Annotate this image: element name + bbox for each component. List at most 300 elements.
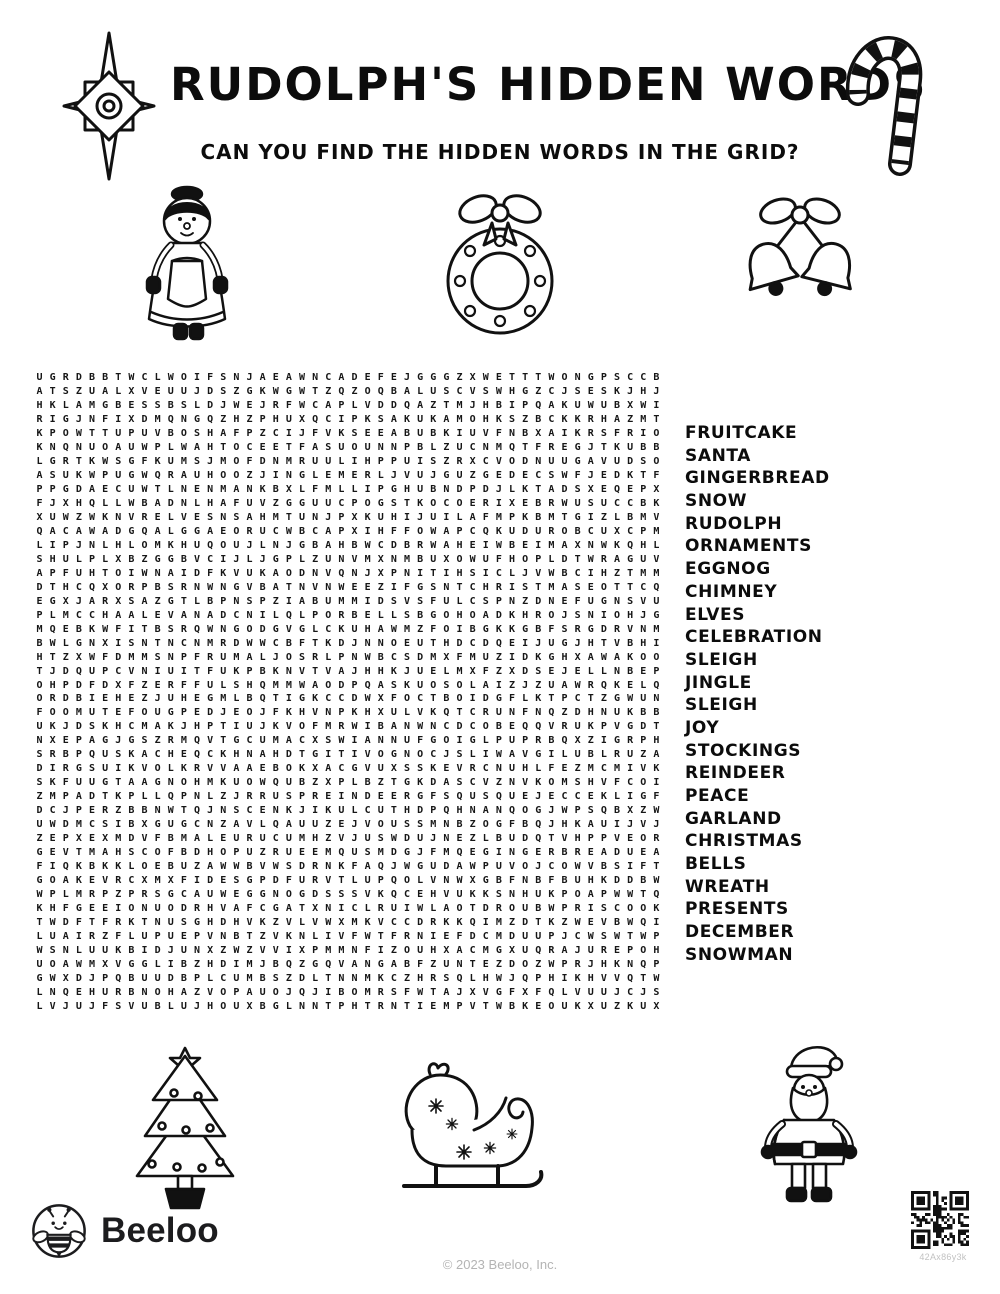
grid-letter: C <box>207 553 214 565</box>
grid-letter: J <box>89 972 96 984</box>
grid-letter: Q <box>548 986 555 998</box>
grid-letter: W <box>36 888 43 900</box>
grid-letter: L <box>36 986 43 998</box>
grid-letter: R <box>404 791 411 803</box>
grid-letter: E <box>417 888 424 900</box>
grid-letter: K <box>49 721 56 733</box>
grid-letter: S <box>574 777 581 789</box>
grid-letter: S <box>600 902 607 914</box>
grid-letter: Z <box>522 595 529 607</box>
grid-letter: A <box>207 860 214 872</box>
grid-letter: U <box>312 819 319 831</box>
grid-letter: C <box>272 428 279 440</box>
grid-letter: I <box>285 944 292 956</box>
grid-letter: H <box>456 609 463 621</box>
grid-letter: O <box>233 442 240 454</box>
grid-letter: H <box>207 902 214 914</box>
grid-letter: R <box>535 735 542 747</box>
grid-letter: V <box>587 860 594 872</box>
grid-letter: G <box>574 456 581 468</box>
grid-letter: I <box>417 567 424 579</box>
grid-letter: J <box>89 1000 96 1012</box>
grid-letter: N <box>535 456 542 468</box>
grid-letter: O <box>653 651 660 663</box>
grid-letter: I <box>495 498 502 510</box>
grid-letter: M <box>653 623 660 635</box>
grid-letter: W <box>167 805 174 817</box>
grid-letter: L <box>102 498 109 510</box>
grid-letter: D <box>456 721 463 733</box>
grid-letter: S <box>325 442 332 454</box>
grid-letter: K <box>102 721 109 733</box>
grid-letter: U <box>509 735 516 747</box>
grid-letter: Q <box>495 791 502 803</box>
grid-letter: K <box>285 805 292 817</box>
grid-letter: U <box>561 1000 568 1012</box>
grid-letter: P <box>102 470 109 482</box>
grid-letter: U <box>167 930 174 942</box>
grid-letter: I <box>49 414 56 426</box>
grid-letter: D <box>272 874 279 886</box>
grid-letter: P <box>390 456 397 468</box>
grid-letter: A <box>364 860 371 872</box>
grid-letter: T <box>285 581 292 593</box>
grid-letter: Q <box>338 846 345 858</box>
grid-letter: E <box>364 581 371 593</box>
grid-letter: X <box>207 944 214 956</box>
grid-letter: L <box>600 749 607 761</box>
grid-letter: G <box>272 902 279 914</box>
grid-letter: R <box>456 456 463 468</box>
grid-letter: B <box>259 1000 266 1012</box>
grid-letter: U <box>259 735 266 747</box>
grid-letter: I <box>325 749 332 761</box>
grid-letter: L <box>351 805 358 817</box>
grid-letter: E <box>364 609 371 621</box>
grid-letter: U <box>141 428 148 440</box>
grid-letter: W <box>495 386 502 398</box>
grid-letter: C <box>417 693 424 705</box>
grid-letter: T <box>653 721 660 733</box>
grid-letter: A <box>246 651 253 663</box>
grid-letter: K <box>128 749 135 761</box>
grid-letter: V <box>614 721 621 733</box>
grid-letter: V <box>207 763 214 775</box>
grid-letter: V <box>154 428 161 440</box>
grid-letter: U <box>548 456 555 468</box>
grid-letter: T <box>614 581 621 593</box>
word-list-item: BELLS <box>685 854 747 875</box>
grid-letter: C <box>233 609 240 621</box>
grid-letter: F <box>36 707 43 719</box>
grid-letter: O <box>390 637 397 649</box>
grid-letter: K <box>627 707 634 719</box>
grid-letter: M <box>272 679 279 691</box>
grid-letter: M <box>272 512 279 524</box>
grid-letter: S <box>115 749 122 761</box>
grid-letter: X <box>587 1000 594 1012</box>
grid-letter: K <box>509 609 516 621</box>
grid-letter: R <box>128 581 135 593</box>
grid-letter: F <box>456 651 463 663</box>
grid-letter: S <box>36 749 43 761</box>
grid-letter: B <box>456 819 463 831</box>
grid-letter: A <box>75 400 82 412</box>
grid-letter: B <box>338 986 345 998</box>
grid-letter: M <box>325 846 332 858</box>
grid-letter: P <box>640 735 647 747</box>
grid-letter: Z <box>312 553 319 565</box>
grid-letter: K <box>89 456 96 468</box>
grid-letter: F <box>390 525 397 537</box>
grid-letter: Q <box>627 972 634 984</box>
grid-letter: T <box>36 665 43 677</box>
grid-letter: D <box>627 874 634 886</box>
grid-letter: D <box>522 651 529 663</box>
grid-letter: L <box>194 595 201 607</box>
grid-letter: Q <box>89 749 96 761</box>
grid-letter: N <box>154 805 161 817</box>
grid-letter: I <box>443 512 450 524</box>
grid-letter: U <box>404 456 411 468</box>
grid-letter: G <box>102 777 109 789</box>
grid-letter: L <box>456 512 463 524</box>
grid-letter: M <box>220 484 227 496</box>
grid-letter: X <box>102 833 109 845</box>
grid-letter: P <box>49 567 56 579</box>
grid-letter: Z <box>430 400 437 412</box>
grid-letter: Z <box>154 735 161 747</box>
grid-letter: N <box>509 888 516 900</box>
grid-letter: A <box>272 581 279 593</box>
grid-letter: E <box>272 372 279 384</box>
grid-letter: M <box>640 567 647 579</box>
grid-letter: K <box>102 860 109 872</box>
grid-letter: F <box>574 470 581 482</box>
grid-letter: X <box>469 456 476 468</box>
grid-letter: X <box>377 693 384 705</box>
grid-letter: L <box>299 484 306 496</box>
grid-letter: G <box>627 721 634 733</box>
grid-letter: O <box>417 749 424 761</box>
grid-letter: U <box>614 456 621 468</box>
grid-letter: S <box>443 679 450 691</box>
grid-letter: B <box>207 595 214 607</box>
grid-letter: C <box>469 637 476 649</box>
grid-letter: R <box>574 958 581 970</box>
grid-letter: A <box>62 958 69 970</box>
grid-letter: S <box>233 512 240 524</box>
grid-letter: H <box>49 902 56 914</box>
grid-letter: D <box>167 972 174 984</box>
grid-letter: U <box>390 902 397 914</box>
grid-letter: V <box>574 986 581 998</box>
grid-letter: L <box>456 595 463 607</box>
grid-letter: N <box>233 595 240 607</box>
grid-letter: E <box>233 888 240 900</box>
grid-letter: B <box>75 693 82 705</box>
grid-letter: K <box>338 860 345 872</box>
grid-letter: K <box>535 693 542 705</box>
grid-letter: U <box>194 470 201 482</box>
grid-letter: O <box>220 986 227 998</box>
grid-letter: P <box>469 484 476 496</box>
grid-letter: R <box>600 944 607 956</box>
grid-letter: W <box>299 400 306 412</box>
grid-letter: P <box>128 428 135 440</box>
grid-letter: Z <box>220 944 227 956</box>
grid-letter: K <box>180 763 187 775</box>
grid-letter: L <box>259 651 266 663</box>
grid-letter: P <box>653 665 660 677</box>
grid-letter: W <box>430 539 437 551</box>
grid-letter: M <box>351 916 358 928</box>
grid-letter: N <box>509 428 516 440</box>
grid-letter: X <box>377 553 384 565</box>
grid-letter: O <box>404 944 411 956</box>
grid-letter: C <box>535 470 542 482</box>
grid-letter: U <box>535 930 542 942</box>
grid-letter: W <box>561 498 568 510</box>
grid-letter: M <box>75 707 82 719</box>
grid-letter: W <box>574 679 581 691</box>
grid-letter: P <box>102 972 109 984</box>
grid-letter: W <box>364 651 371 663</box>
grid-letter: X <box>509 944 516 956</box>
grid-letter: F <box>62 777 69 789</box>
grid-letter: K <box>325 637 332 649</box>
grid-letter: J <box>640 986 647 998</box>
word-list-item: PEACE <box>685 786 750 806</box>
grid-letter: O <box>36 679 43 691</box>
grid-letter: Q <box>535 944 542 956</box>
grid-letter: W <box>495 749 502 761</box>
grid-letter: V <box>522 777 529 789</box>
grid-letter: V <box>220 902 227 914</box>
grid-letter: Q <box>259 679 266 691</box>
grid-letter: E <box>587 916 594 928</box>
grid-letter: S <box>49 944 56 956</box>
grid-letter: L <box>653 539 660 551</box>
grid-letter: J <box>233 791 240 803</box>
grid-letter: J <box>75 414 82 426</box>
grid-letter: L <box>36 539 43 551</box>
grid-letter: L <box>36 1000 43 1012</box>
grid-letter: X <box>299 414 306 426</box>
grid-letter: S <box>443 791 450 803</box>
grid-letter: S <box>653 986 660 998</box>
grid-letter: E <box>482 958 489 970</box>
grid-letter: C <box>404 888 411 900</box>
grid-letter: O <box>456 679 463 691</box>
grid-letter: R <box>627 428 634 440</box>
grid-letter: Z <box>299 958 306 970</box>
grid-letter: B <box>535 414 542 426</box>
grid-letter: C <box>587 525 594 537</box>
word-list-item: PRESENTS <box>685 899 789 920</box>
grid-letter: W <box>285 525 292 537</box>
grid-letter: W <box>49 972 56 984</box>
grid-letter: R <box>272 400 279 412</box>
grid-letter: A <box>154 525 161 537</box>
grid-letter: P <box>509 512 516 524</box>
grid-letter: T <box>364 1000 371 1012</box>
grid-letter: H <box>587 777 594 789</box>
grid-letter: L <box>390 609 397 621</box>
grid-letter: Z <box>36 833 43 845</box>
grid-letter: H <box>600 414 607 426</box>
grid-letter: L <box>207 833 214 845</box>
grid-letter: W <box>364 539 371 551</box>
grid-letter: G <box>443 470 450 482</box>
grid-letter: O <box>640 902 647 914</box>
grid-letter: O <box>443 609 450 621</box>
grid-letter: D <box>535 595 542 607</box>
grid-letter: S <box>600 930 607 942</box>
grid-letter: G <box>102 735 109 747</box>
grid-letter: T <box>535 916 542 928</box>
grid-letter: J <box>351 665 358 677</box>
grid-letter: A <box>233 484 240 496</box>
grid-letter: B <box>640 498 647 510</box>
grid-letter: U <box>285 777 292 789</box>
grid-letter: Z <box>220 791 227 803</box>
grid-letter: U <box>36 372 43 384</box>
grid-letter: Z <box>640 749 647 761</box>
grid-letter: Z <box>390 944 397 956</box>
grid-letter: L <box>167 442 174 454</box>
grid-letter: B <box>390 386 397 398</box>
grid-letter: X <box>574 539 581 551</box>
grid-letter: V <box>653 512 660 524</box>
grid-letter: H <box>233 916 240 928</box>
grid-letter: S <box>600 386 607 398</box>
grid-letter: G <box>561 637 568 649</box>
grid-letter: U <box>535 525 542 537</box>
grid-letter: U <box>62 470 69 482</box>
grid-letter: P <box>246 665 253 677</box>
grid-letter: I <box>115 414 122 426</box>
grid-letter: P <box>299 791 306 803</box>
grid-letter: B <box>495 833 502 845</box>
grid-letter: N <box>233 372 240 384</box>
bee-icon <box>30 1202 88 1260</box>
grid-letter: J <box>259 553 266 565</box>
grid-letter: U <box>312 498 319 510</box>
grid-letter: E <box>548 791 555 803</box>
grid-letter: B <box>574 525 581 537</box>
grid-letter: B <box>180 958 187 970</box>
grid-letter: F <box>207 567 214 579</box>
grid-letter: S <box>128 846 135 858</box>
grid-letter: D <box>351 372 358 384</box>
grid-letter: A <box>404 386 411 398</box>
grid-letter: F <box>207 665 214 677</box>
grid-letter: K <box>535 777 542 789</box>
grid-letter: P <box>600 833 607 845</box>
grid-letter: P <box>36 484 43 496</box>
word-list-item: JINGLE <box>685 672 752 693</box>
grid-letter: S <box>600 428 607 440</box>
grid-letter: G <box>128 958 135 970</box>
grid-letter: N <box>167 651 174 663</box>
qr-code <box>911 1191 969 1249</box>
grid-letter: I <box>561 972 568 984</box>
grid-letter: Z <box>194 958 201 970</box>
grid-letter: E <box>548 665 555 677</box>
grid-letter: B <box>509 1000 516 1012</box>
grid-letter: U <box>600 400 607 412</box>
grid-letter: A <box>377 679 384 691</box>
grid-letter: K <box>364 916 371 928</box>
grid-letter: C <box>141 846 148 858</box>
grid-letter: U <box>482 553 489 565</box>
grid-letter: K <box>259 567 266 579</box>
grid-letter: N <box>207 819 214 831</box>
grid-letter: I <box>364 525 371 537</box>
grid-letter: M <box>548 581 555 593</box>
grid-letter: P <box>535 972 542 984</box>
grid-letter: M <box>364 986 371 998</box>
grid-letter: P <box>259 414 266 426</box>
grid-letter: E <box>509 637 516 649</box>
grid-letter: K <box>548 888 555 900</box>
grid-letter: F <box>430 595 437 607</box>
grid-letter: N <box>404 721 411 733</box>
grid-letter: J <box>430 470 437 482</box>
grid-letter: X <box>115 679 122 691</box>
grid-letter: C <box>351 902 358 914</box>
grid-letter: I <box>351 735 358 747</box>
grid-letter: K <box>561 414 568 426</box>
grid-letter: Z <box>495 665 502 677</box>
grid-letter: O <box>299 721 306 733</box>
grid-letter: G <box>600 595 607 607</box>
grid-letter: K <box>390 665 397 677</box>
grid-letter: S <box>233 679 240 691</box>
word-list-item: SLEIGH <box>685 695 758 716</box>
grid-letter: M <box>272 735 279 747</box>
grid-letter: H <box>364 456 371 468</box>
grid-letter: N <box>443 581 450 593</box>
grid-letter: U <box>233 1000 240 1012</box>
grid-letter: N <box>509 595 516 607</box>
grid-letter: H <box>430 944 437 956</box>
grid-letter: C <box>272 833 279 845</box>
grid-letter: U <box>154 902 161 914</box>
grid-letter: D <box>456 484 463 496</box>
grid-letter: K <box>600 791 607 803</box>
grid-letter: K <box>509 623 516 635</box>
grid-letter: M <box>246 958 253 970</box>
grid-letter: I <box>285 428 292 440</box>
grid-letter: E <box>259 805 266 817</box>
grid-letter: K <box>75 860 82 872</box>
grid-letter: M <box>325 484 332 496</box>
grid-letter: U <box>233 833 240 845</box>
grid-letter: G <box>36 874 43 886</box>
grid-letter: F <box>233 428 240 440</box>
grid-letter: E <box>49 833 56 845</box>
grid-letter: H <box>312 833 319 845</box>
grid-letter: P <box>495 735 502 747</box>
grid-letter: U <box>574 874 581 886</box>
grid-letter: M <box>364 553 371 565</box>
grid-letter: O <box>325 679 332 691</box>
grid-letter: R <box>587 679 594 691</box>
grid-letter: P <box>351 414 358 426</box>
grid-letter: G <box>390 484 397 496</box>
